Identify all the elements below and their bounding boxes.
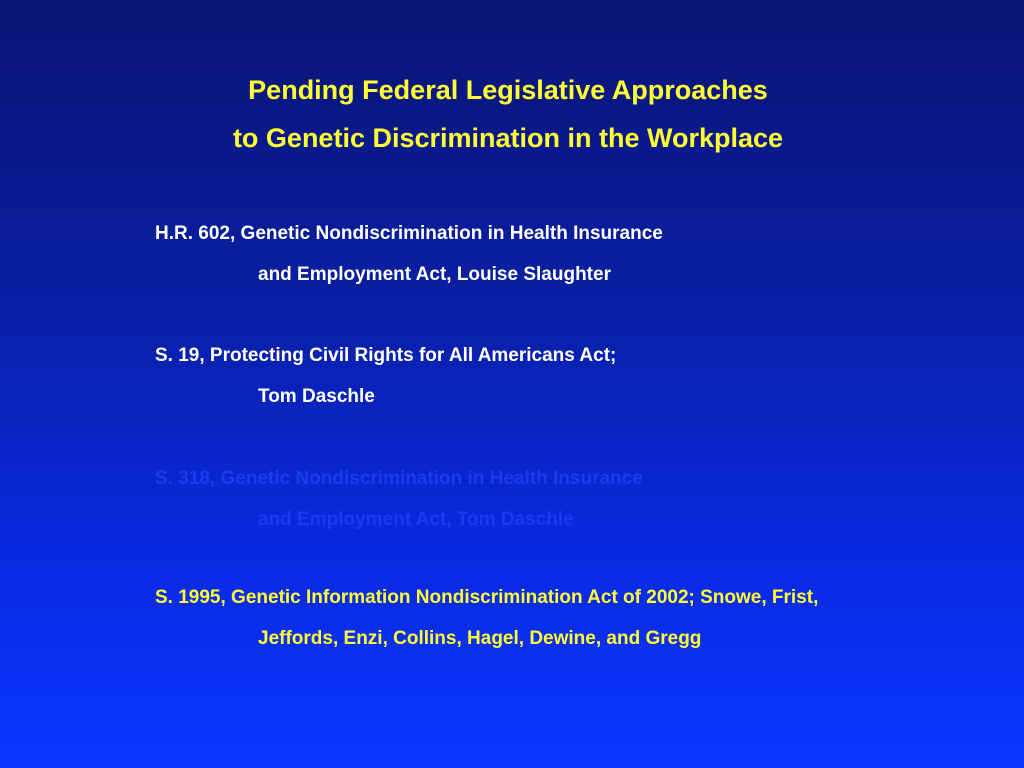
bill-entry-line-1: S. 318, Genetic Nondiscrimination in Health Insurance	[155, 468, 643, 489]
title-line-2: to Genetic Discrimination in the Workplace	[232, 123, 784, 153]
title-line-1: Pending Federal Legislative Approaches	[248, 75, 768, 105]
bill-entry-s-19	[155, 335, 616, 417]
bill-entry-line-1: S. 19, Protecting Civil Rights for All Americans Act;	[155, 345, 617, 366]
bill-entry-line-2: Tom Daschle	[258, 386, 375, 407]
bill-entry-line-2: and Employment Act, Tom Daschle	[258, 509, 574, 530]
slide-title	[0, 66, 1016, 162]
bill-entry-s-318	[155, 458, 643, 540]
bill-entry-s-1995	[155, 577, 818, 659]
bill-entry-line-2: Jeffords, Enzi, Collins, Hagel, Dewine, and Gregg	[258, 628, 702, 649]
bill-entry-line-2: and Employment Act, Louise Slaughter	[258, 264, 611, 285]
bill-entry-hr-602	[155, 213, 663, 295]
bill-entry-line-1: S. 1995, Genetic Information Nondiscrimination Act of 2002; Snowe, Frist,	[155, 587, 819, 608]
bill-entry-line-1: H.R. 602, Genetic Nondiscrimination in Health Insurance	[155, 223, 663, 244]
